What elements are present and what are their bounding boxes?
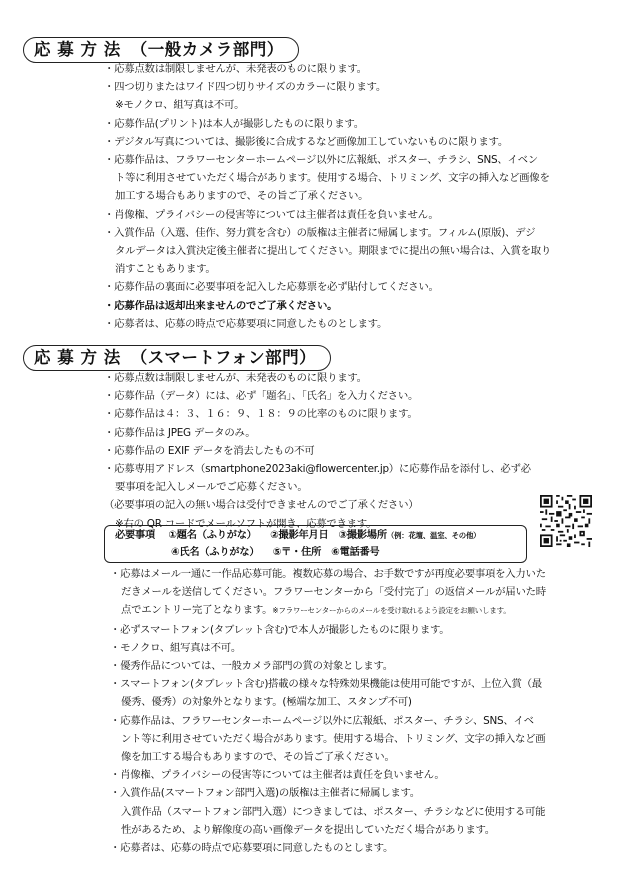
text-line: 像を加工する場合もありますので、その旨ご了承ください。 <box>121 751 395 764</box>
section1-body <box>104 60 551 333</box>
required-item: ⑥電話番号 <box>331 547 380 558</box>
text-line: ・応募者は、応募の時点で応募要項に同意したものとします。 <box>104 317 388 330</box>
text-span: 点でエントリー完了となります。 <box>121 604 273 617</box>
text-line: ・肖像権、プライバシーの侵害等については主催者は責任を負いません。 <box>104 208 439 221</box>
text-line: ・応募はメール一通に一作品応募可能。複数応募の場合、お手数ですが再度必要事項を入力いた <box>110 568 546 580</box>
text-line: ※モノクロ、組写真は不可。 <box>115 99 245 112</box>
section2-heading <box>23 345 331 371</box>
qr-code[interactable] <box>540 495 592 547</box>
section1-subtitle: （一般カメラ部門） <box>130 40 284 59</box>
text-line: 性があるため、より解像度の高い画像データを提出していただく場合があります。 <box>121 823 495 836</box>
text-line: ・四つ切りまたはワイド四つ切りサイズのカラーに限ります。 <box>104 81 386 94</box>
required-item: ③撮影場所 <box>338 530 387 541</box>
text-line: タルデータは入賞決定後主催者に提出してください。期限までに提出の無い場合は、入賞を取り <box>115 245 552 258</box>
section2-subtitle: （スマートフォン部門） <box>130 348 317 367</box>
text-line: （必要事項の記入の無い場合は受付できませんのでご了承ください） <box>104 499 419 512</box>
text-line: ト等に利用させていただく場合があります。使用する場合、トリミング、文字の挿入など画像を <box>115 172 550 185</box>
text-line: 加工する場合もありますので、その旨ご了承ください。 <box>115 190 369 203</box>
required-item-note: （例：花壇、温室、その他） <box>386 531 481 540</box>
required-item: ④氏名（ふりがな） <box>171 547 260 558</box>
required-item: ①題名（ふりがな） <box>168 530 257 541</box>
text-line: ・肖像権、プライバシーの侵害等については主催者は責任を負いません。 <box>110 769 445 782</box>
required-items-box <box>104 525 527 563</box>
text-line: 優秀、優秀）の対象外となります。(極端な加工、スタンプ不可) <box>121 696 412 709</box>
required-items-row-1 <box>115 527 526 544</box>
text-line: ・モノクロ、組写真は不可。 <box>110 641 241 654</box>
text-line: ・応募専用アドレス（smartphone2023aki@flowercenter.jp）に応募作品を添付し、必ず必 <box>104 463 531 476</box>
section2-body-b <box>110 565 546 857</box>
text-line: ・応募点数は制限しませんが、未発表のものに限ります。 <box>104 372 367 384</box>
required-item: ②撮影年月日 <box>270 530 329 541</box>
text-line: 入賞作品（スマートフォン部門入選）につきましては、ポスター、チラシなどに使用する可能 <box>121 805 546 818</box>
section2-body-a <box>104 369 531 533</box>
text-line: だきメールを送信してください。フラワーセンターから「受付完了」の返信メールが届いた時 <box>121 586 546 599</box>
text-line: ・応募作品の EXIF データを消去したもの不可 <box>104 444 315 457</box>
text-line: 消すこともあります。 <box>115 263 216 276</box>
text-line: ・応募点数は制限しませんが、未発表のものに限ります。 <box>104 63 367 75</box>
text-line: ・優秀作品については、一般カメラ部門の賞の対象とします。 <box>110 660 393 673</box>
text-line: ・必ずスマートフォン(タブレット含む)で本人が撮影したものに限ります。 <box>110 623 450 636</box>
required-item: ⑤〒・住所 <box>272 547 322 558</box>
required-label: 必要事項 <box>115 530 155 541</box>
small-note: ※フラワーセンターからのメールを受け取れるよう設定をお願いします。 <box>272 606 511 616</box>
text-line: ・入賞作品(スマートフォン部門入選)の版権は主催者に帰属します。 <box>110 787 420 800</box>
text-line-emphasis: ・応募作品は返却出来ませんのでご了承ください。 <box>104 299 338 312</box>
text-line: ・スマートフォン(タブレット含む)搭載の様々な特殊効果機能は使用可能ですが、上位入賞（最 <box>110 678 542 691</box>
text-line <box>110 601 546 620</box>
text-line: 要事項を記入しメールでご応募ください。 <box>115 481 308 494</box>
text-line: ・応募作品（データ）には、必ず「題名」、「氏名」を入力ください。 <box>104 390 419 403</box>
qr-instruction: ※右の QR コードでメールソフトが開き、応募できます。 <box>115 517 377 530</box>
text-line: ・応募作品は、フラワーセンターホームページ以外に広報紙、ポスター、チラシ、SNS、イベン <box>104 154 538 167</box>
section1-title: 応 募 方 法 <box>34 40 121 59</box>
text-line: ・応募作品は JPEG データのみ。 <box>104 426 256 439</box>
required-items-row-2 <box>115 544 526 561</box>
section2-title: 応 募 方 法 <box>34 348 121 367</box>
text-line: ・デジタル写真については、撮影後に合成するなど画像加工していないものに限ります。 <box>104 135 508 148</box>
text-line: ・応募作品(プリント)は本人が撮影したものに限ります。 <box>104 117 364 130</box>
text-line: ント等に利用させていただく場合があります。使用する場合、トリミング、文字の挿入など画 <box>121 732 546 745</box>
text-line: ・応募作品の裏面に必要事項を記入した応募票を必ず貼付してください。 <box>104 281 439 294</box>
text-line: ・応募作品は４：３、１６：９、１８：９の比率のものに限ります。 <box>104 408 418 421</box>
text-line: ・応募作品は、フラワーセンターホームページ以外に広報紙、ポスター、チラシ、SNS、イベ <box>110 714 534 727</box>
text-line: ・応募者は、応募の時点で応募要項に同意したものとします。 <box>110 842 394 855</box>
text-line: ・入賞作品（入選、佳作、努力賞を含む）の版権は主催者に帰属します。フィルム(原版)、デジ <box>104 226 536 239</box>
